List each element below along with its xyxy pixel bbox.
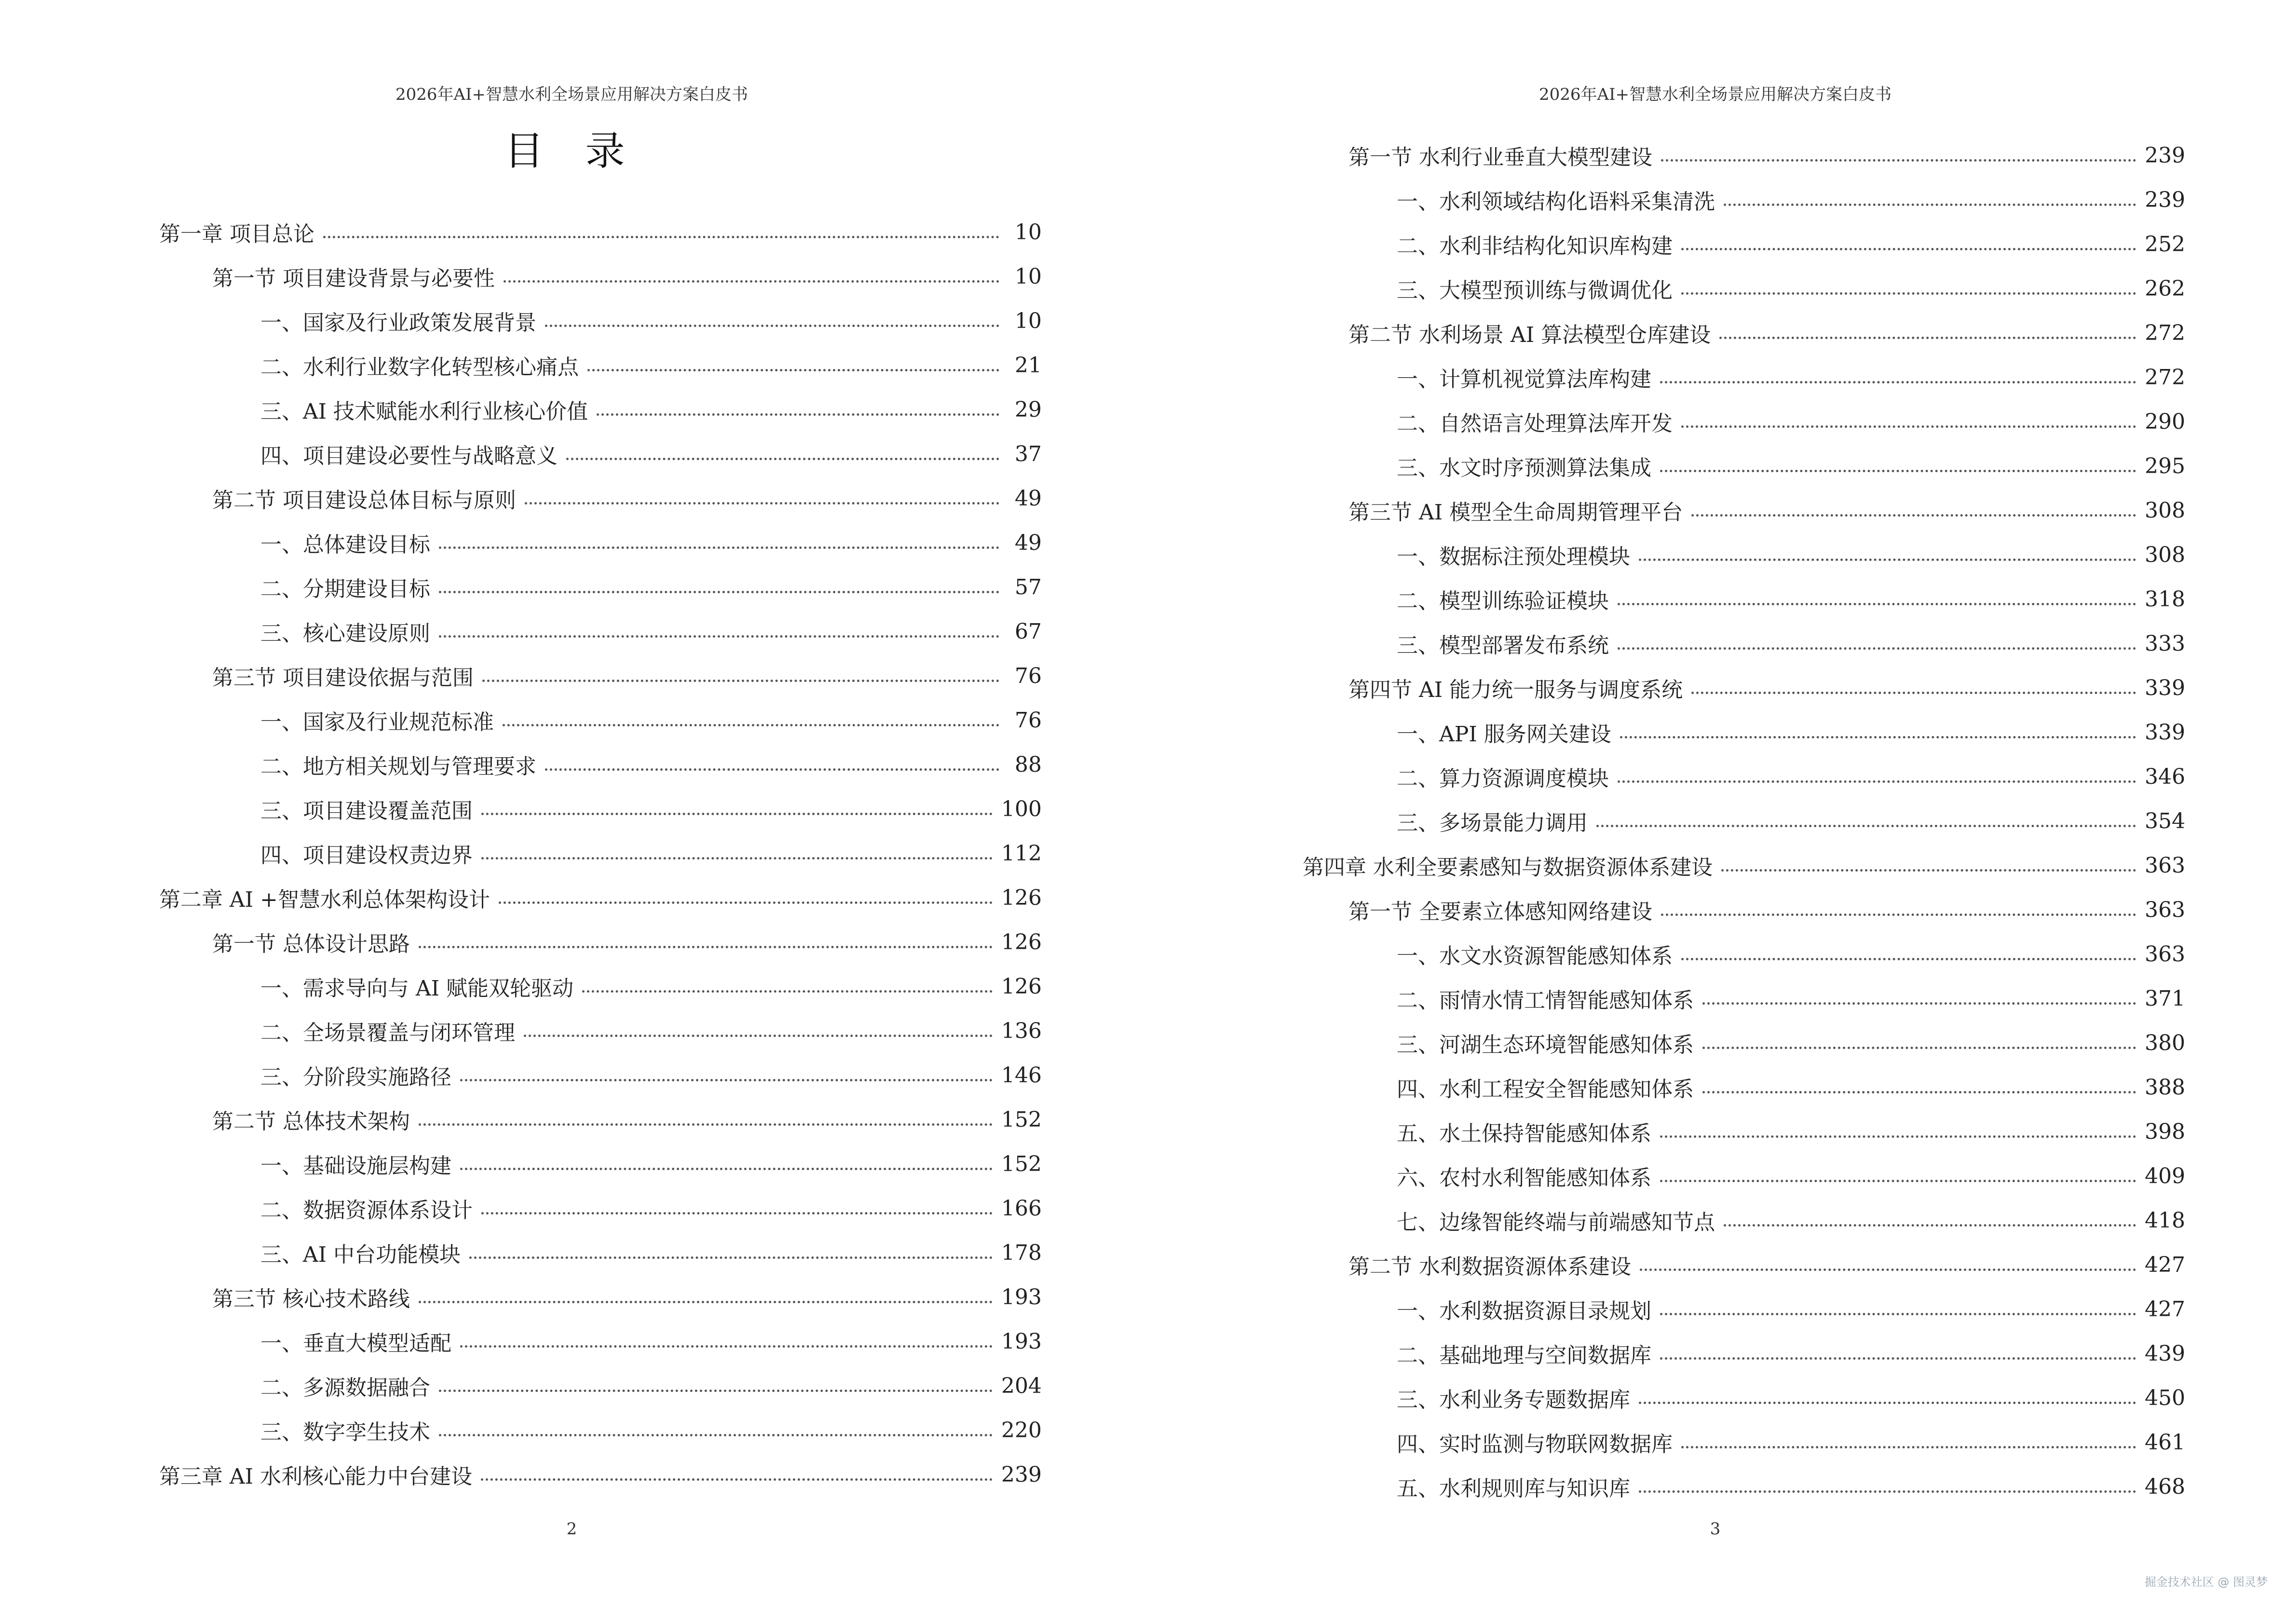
toc-entry[interactable] xyxy=(159,1364,1042,1408)
toc-entry-page: 57 xyxy=(1015,574,1042,600)
running-header: 2026年AI+智慧水利全场景应用解决方案白皮书 xyxy=(1539,85,1892,104)
toc-entry[interactable] xyxy=(159,1142,1042,1186)
toc-entry[interactable] xyxy=(1303,532,2185,577)
toc-entry[interactable] xyxy=(1303,1198,2185,1242)
dot-leader xyxy=(1660,1180,2136,1182)
toc-entry[interactable] xyxy=(159,299,1042,343)
toc-entry[interactable] xyxy=(1303,1287,2185,1331)
dot-leader xyxy=(1660,1135,2136,1138)
toc-entry-label: 第二节 水利数据资源体系建设 xyxy=(1348,1255,1631,1279)
toc-entry-page: 29 xyxy=(1015,397,1042,422)
toc-entry-page: 252 xyxy=(2145,232,2185,257)
dot-leader xyxy=(419,1123,993,1126)
toc-entry-label: 第一章 项目总论 xyxy=(159,222,314,246)
dot-leader xyxy=(1661,159,2136,162)
toc-entry-page: 76 xyxy=(1015,663,1042,688)
toc-entry[interactable] xyxy=(1303,1331,2185,1376)
dot-leader xyxy=(1724,204,2136,206)
toc-entry-label: 一、API 服务网关建设 xyxy=(1397,722,1611,747)
toc-entry-page: 439 xyxy=(2145,1341,2185,1366)
toc-entry-label: 第四节 AI 能力统一服务与调度系统 xyxy=(1348,678,1683,702)
toc-entry[interactable] xyxy=(1303,1154,2185,1198)
toc-entry-label: 第一节 项目建设背景与必要性 xyxy=(212,266,495,291)
toc-entry-page: 363 xyxy=(2145,853,2185,878)
toc-entry-label: 六、农村水利智能感知体系 xyxy=(1397,1166,1651,1190)
toc-entry-page: 10 xyxy=(1015,264,1042,289)
toc-entry-label: 七、边缘智能终端与前端感知节点 xyxy=(1397,1210,1715,1235)
dot-leader xyxy=(1618,780,2136,783)
table-of-contents xyxy=(1303,133,2185,1509)
dot-leader xyxy=(582,990,993,993)
toc-entry[interactable] xyxy=(1303,1376,2185,1420)
toc-entry-page: 76 xyxy=(1015,708,1042,733)
dot-leader xyxy=(439,1434,993,1436)
toc-entry[interactable] xyxy=(1303,1109,2185,1154)
toc-entry[interactable] xyxy=(159,831,1042,875)
toc-entry-page: 126 xyxy=(1001,974,1042,999)
dot-leader xyxy=(439,546,999,549)
toc-entry[interactable] xyxy=(159,1319,1042,1364)
toc-entry-page: 112 xyxy=(1001,841,1042,866)
toc-entry-page: 450 xyxy=(2145,1385,2185,1410)
toc-entry-page: 152 xyxy=(1001,1107,1042,1132)
dot-leader xyxy=(1724,1224,2136,1227)
toc-entry[interactable] xyxy=(1303,843,2185,887)
toc-entry[interactable] xyxy=(1303,311,2185,355)
toc-entry[interactable] xyxy=(1303,666,2185,710)
toc-entry-page: 418 xyxy=(2145,1208,2185,1233)
toc-entry[interactable] xyxy=(159,476,1042,520)
toc-entry-label: 二、雨情水情工情智能感知体系 xyxy=(1397,988,1694,1013)
toc-entry[interactable] xyxy=(159,432,1042,476)
toc-title: 目 录 xyxy=(504,128,640,174)
toc-entry-label: 四、水利工程安全智能感知体系 xyxy=(1397,1077,1694,1102)
toc-entry-page: 363 xyxy=(2145,942,2185,967)
toc-entry-page: 388 xyxy=(2145,1075,2185,1100)
toc-entry-label: 三、核心建设原则 xyxy=(260,621,430,646)
dot-leader xyxy=(1661,914,2136,916)
toc-entry-label: 四、实时监测与物联网数据库 xyxy=(1397,1432,1673,1457)
toc-entry-page: 49 xyxy=(1015,486,1042,511)
toc-entry[interactable] xyxy=(159,964,1042,1009)
dot-leader xyxy=(525,502,999,505)
toc-entry-page: 193 xyxy=(1001,1329,1042,1354)
toc-entry-page: 427 xyxy=(2145,1296,2185,1322)
toc-entry-page: 262 xyxy=(2145,276,2185,301)
dot-leader xyxy=(1640,1269,2136,1271)
toc-entry[interactable] xyxy=(159,787,1042,831)
toc-entry-page: 371 xyxy=(2145,986,2185,1011)
toc-entry-label: 二、多源数据融合 xyxy=(260,1376,430,1400)
dot-leader xyxy=(499,901,993,904)
toc-entry-page: 290 xyxy=(2145,409,2185,434)
dot-leader xyxy=(460,1168,993,1170)
toc-entry-label: 三、河湖生态环境智能感知体系 xyxy=(1397,1033,1694,1057)
toc-entry-label: 二、数据资源体系设计 xyxy=(260,1198,473,1223)
toc-entry-label: 第一节 水利行业垂直大模型建设 xyxy=(1348,145,1652,170)
toc-entry-page: 346 xyxy=(2145,764,2185,789)
dot-leader xyxy=(1639,1490,2136,1493)
dot-leader xyxy=(1681,292,2136,295)
toc-entry-label: 一、基础设施层构建 xyxy=(260,1154,451,1178)
dot-leader xyxy=(481,857,993,860)
dot-leader xyxy=(587,369,999,371)
toc-entry[interactable] xyxy=(159,210,1042,254)
toc-entry[interactable] xyxy=(1303,976,2185,1021)
toc-entry-label: 三、分阶段实施路径 xyxy=(260,1065,451,1090)
dot-leader xyxy=(481,1212,993,1215)
toc-entry-page: 339 xyxy=(2145,675,2185,700)
toc-entry[interactable] xyxy=(159,609,1042,654)
toc-entry-page: 380 xyxy=(2145,1030,2185,1055)
toc-entry-page: 295 xyxy=(2145,453,2185,478)
toc-entry-page: 10 xyxy=(1015,308,1042,333)
toc-entry-label: 第三节 项目建设依据与范围 xyxy=(212,666,474,690)
dot-leader xyxy=(1702,1047,2136,1049)
toc-entry-label: 四、项目建设必要性与战略意义 xyxy=(260,444,558,468)
toc-entry-label: 一、国家及行业规范标准 xyxy=(260,710,494,735)
toc-entry[interactable] xyxy=(1303,222,2185,266)
toc-entry-page: 339 xyxy=(2145,720,2185,745)
toc-entry[interactable] xyxy=(1303,133,2185,177)
toc-entry-label: 二、水利非结构化知识库构建 xyxy=(1397,234,1673,259)
toc-entry[interactable] xyxy=(1303,1420,2185,1464)
toc-entry-label: 四、项目建设权责边界 xyxy=(260,843,473,868)
toc-entry-page: 193 xyxy=(1001,1284,1042,1310)
toc-entry-label: 三、数字孪生技术 xyxy=(260,1420,430,1445)
dot-leader xyxy=(469,1256,993,1259)
toc-entry-label: 一、水利领域结构化语料采集清洗 xyxy=(1397,190,1715,214)
toc-entry-label: 二、地方相关规划与管理要求 xyxy=(260,754,536,779)
dot-leader xyxy=(1639,559,2136,561)
dot-leader xyxy=(439,635,999,638)
toc-entry[interactable] xyxy=(159,1053,1042,1097)
dot-leader xyxy=(481,1478,993,1481)
dot-leader xyxy=(1691,692,2136,694)
dot-leader xyxy=(482,680,999,682)
dot-leader xyxy=(481,813,993,815)
toc-entry-label: 一、水文水资源智能感知体系 xyxy=(1397,944,1673,969)
dot-leader xyxy=(419,1301,993,1303)
toc-entry[interactable] xyxy=(1303,1065,2185,1109)
toc-entry-page: 308 xyxy=(2145,542,2185,567)
dot-leader xyxy=(460,1079,993,1081)
toc-entry-page: 166 xyxy=(1001,1196,1042,1221)
toc-entry-label: 三、AI 技术赋能水利行业核心价值 xyxy=(260,399,588,424)
toc-entry[interactable] xyxy=(159,565,1042,609)
toc-entry-page: 239 xyxy=(2145,143,2185,168)
toc-entry-label: 三、水利业务专题数据库 xyxy=(1397,1388,1630,1412)
toc-entry-label: 第三节 核心技术路线 xyxy=(212,1287,410,1311)
toc-entry-label: 二、基础地理与空间数据库 xyxy=(1397,1343,1651,1368)
toc-entry-label: 第三节 AI 模型全生命周期管理平台 xyxy=(1348,500,1683,525)
toc-entry[interactable] xyxy=(159,343,1042,387)
dot-leader xyxy=(1681,248,2136,250)
right-page xyxy=(1144,0,2287,1624)
dot-leader xyxy=(1681,958,2136,960)
toc-entry[interactable] xyxy=(1303,266,2185,311)
running-header: 2026年AI+智慧水利全场景应用解决方案白皮书 xyxy=(395,85,748,104)
toc-entry-label: 三、多场景能力调用 xyxy=(1397,811,1588,835)
toc-entry-page: 308 xyxy=(2145,498,2185,523)
toc-entry-label: 一、需求导向与 AI 赋能双轮驱动 xyxy=(260,976,574,1001)
dot-leader xyxy=(1596,825,2136,827)
toc-entry-label: 五、水土保持智能感知体系 xyxy=(1397,1121,1651,1146)
toc-entry-label: 二、自然语言处理算法库开发 xyxy=(1397,411,1673,436)
toc-entry[interactable] xyxy=(159,654,1042,698)
toc-entry-page: 363 xyxy=(2145,897,2185,922)
toc-entry[interactable] xyxy=(1303,399,2185,444)
dot-leader xyxy=(503,724,999,726)
toc-entry-page: 146 xyxy=(1001,1063,1042,1088)
page-number: 3 xyxy=(1710,1519,1721,1539)
toc-entry-page: 10 xyxy=(1015,219,1042,245)
toc-entry[interactable] xyxy=(159,742,1042,787)
dot-leader xyxy=(1660,381,2136,383)
toc-entry[interactable] xyxy=(1303,1021,2185,1065)
dot-leader xyxy=(1691,514,2136,517)
toc-entry-label: 二、水利行业数字化转型核心痛点 xyxy=(260,355,579,380)
dot-leader xyxy=(1618,603,2136,605)
dot-leader xyxy=(439,591,999,593)
toc-entry-page: 272 xyxy=(2145,320,2185,345)
toc-entry-page: 37 xyxy=(1015,441,1042,466)
toc-entry-page: 409 xyxy=(2145,1163,2185,1188)
toc-entry[interactable] xyxy=(1303,887,2185,932)
toc-entry-label: 第三章 AI 水利核心能力中台建设 xyxy=(159,1464,473,1489)
toc-entry-label: 一、国家及行业政策发展背景 xyxy=(260,311,536,335)
toc-entry[interactable] xyxy=(159,1452,1042,1497)
dot-leader xyxy=(1721,869,2136,872)
dot-leader xyxy=(1681,1446,2136,1448)
toc-entry-page: 100 xyxy=(1001,796,1042,821)
toc-entry[interactable] xyxy=(159,1097,1042,1142)
toc-entry-page: 220 xyxy=(1001,1418,1042,1443)
toc-entry[interactable] xyxy=(159,1275,1042,1319)
toc-entry[interactable] xyxy=(1303,932,2185,976)
toc-entry-label: 第四章 水利全要素感知与数据资源体系建设 xyxy=(1303,855,1713,880)
toc-entry-label: 二、模型训练验证模块 xyxy=(1397,589,1609,614)
dot-leader xyxy=(1660,1357,2136,1360)
dot-leader xyxy=(1681,425,2136,428)
toc-entry[interactable] xyxy=(1303,577,2185,621)
toc-entry-page: 427 xyxy=(2145,1252,2185,1277)
toc-entry[interactable] xyxy=(159,520,1042,565)
toc-entry-page: 21 xyxy=(1015,353,1042,378)
toc-entry[interactable] xyxy=(159,1186,1042,1230)
toc-entry-label: 三、大模型预训练与微调优化 xyxy=(1397,278,1673,303)
toc-entry-page: 126 xyxy=(1001,885,1042,910)
toc-entry-label: 第一节 总体设计思路 xyxy=(212,932,410,956)
toc-entry[interactable] xyxy=(159,1408,1042,1452)
page-number: 2 xyxy=(566,1519,577,1539)
toc-entry[interactable] xyxy=(159,875,1042,920)
toc-entry[interactable] xyxy=(159,920,1042,964)
toc-entry-label: 一、垂直大模型适配 xyxy=(260,1331,451,1356)
toc-entry[interactable] xyxy=(1303,488,2185,532)
dot-leader xyxy=(1660,1313,2136,1315)
toc-entry[interactable] xyxy=(159,698,1042,742)
toc-entry-page: 152 xyxy=(1001,1151,1042,1176)
dot-leader xyxy=(460,1345,993,1348)
toc-entry[interactable] xyxy=(159,1009,1042,1053)
dot-leader xyxy=(1639,1402,2136,1404)
watermark: 掘金技术社区 @ 图灵梦 xyxy=(2144,1575,2268,1589)
toc-entry-label: 二、算力资源调度模块 xyxy=(1397,766,1609,791)
toc-entry-label: 三、项目建设覆盖范围 xyxy=(260,799,473,823)
toc-entry-label: 一、数据标注预处理模块 xyxy=(1397,545,1630,569)
toc-entry-label: 三、模型部署发布系统 xyxy=(1397,633,1609,658)
toc-entry[interactable] xyxy=(1303,1464,2185,1509)
toc-entry-page: 239 xyxy=(1001,1462,1042,1487)
toc-entry-label: 二、分期建设目标 xyxy=(260,577,430,601)
toc-entry-page: 178 xyxy=(1001,1240,1042,1265)
toc-entry[interactable] xyxy=(1303,177,2185,222)
toc-entry-label: 三、AI 中台功能模块 xyxy=(260,1242,461,1267)
dot-leader xyxy=(419,946,993,948)
toc-entry-label: 第二章 AI +智慧水利总体架构设计 xyxy=(159,887,490,912)
toc-entry-page: 239 xyxy=(2145,187,2185,212)
toc-entry-label: 第二节 水利场景 AI 算法模型仓库建设 xyxy=(1348,323,1711,347)
dot-leader xyxy=(1702,1091,2136,1093)
dot-leader xyxy=(323,236,999,238)
dot-leader xyxy=(439,1390,993,1392)
dot-leader xyxy=(566,458,999,460)
toc-entry-label: 三、水文时序预测算法集成 xyxy=(1397,456,1651,480)
toc-entry[interactable] xyxy=(1303,444,2185,488)
toc-entry[interactable] xyxy=(159,254,1042,299)
toc-entry[interactable] xyxy=(1303,355,2185,399)
toc-entry-page: 333 xyxy=(2145,631,2185,656)
toc-entry-page: 272 xyxy=(2145,365,2185,390)
toc-entry-label: 一、计算机视觉算法库构建 xyxy=(1397,367,1651,392)
toc-entry-label: 第二节 总体技术架构 xyxy=(212,1109,410,1134)
toc-entry[interactable] xyxy=(1303,1242,2185,1287)
toc-entry-label: 第二节 项目建设总体目标与原则 xyxy=(212,488,516,513)
toc-entry[interactable] xyxy=(1303,754,2185,799)
toc-entry-page: 354 xyxy=(2145,808,2185,833)
dot-leader xyxy=(504,280,999,283)
table-of-contents xyxy=(159,210,1042,1497)
toc-entry-label: 二、全场景覆盖与闭环管理 xyxy=(260,1021,515,1045)
toc-entry-page: 461 xyxy=(2145,1430,2185,1455)
toc-entry-page: 49 xyxy=(1015,530,1042,555)
toc-entry-page: 204 xyxy=(1001,1373,1042,1398)
toc-entry-label: 第一节 全要素立体感知网络建设 xyxy=(1348,900,1652,924)
dot-leader xyxy=(597,413,999,416)
toc-entry-label: 一、水利数据资源目录规划 xyxy=(1397,1299,1651,1324)
toc-entry-page: 126 xyxy=(1001,929,1042,955)
toc-entry-page: 88 xyxy=(1015,752,1042,777)
toc-entry[interactable] xyxy=(159,387,1042,432)
dot-leader xyxy=(545,768,999,771)
toc-entry-page: 468 xyxy=(2145,1474,2185,1499)
toc-entry-page: 67 xyxy=(1015,619,1042,644)
dot-leader xyxy=(1719,337,2136,339)
dot-leader xyxy=(524,1035,993,1037)
toc-entry-page: 318 xyxy=(2145,587,2185,612)
dot-leader xyxy=(1620,736,2136,738)
toc-entry-page: 136 xyxy=(1001,1018,1042,1043)
toc-entry[interactable] xyxy=(1303,621,2185,666)
toc-entry-page: 398 xyxy=(2145,1119,2185,1144)
toc-entry-label: 一、总体建设目标 xyxy=(260,532,430,557)
toc-entry[interactable] xyxy=(1303,710,2185,754)
toc-entry[interactable] xyxy=(1303,799,2185,843)
dot-leader xyxy=(1618,647,2136,650)
dot-leader xyxy=(1660,470,2136,472)
dot-leader xyxy=(545,325,999,327)
toc-entry-label: 五、水利规则库与知识库 xyxy=(1397,1476,1630,1501)
toc-entry[interactable] xyxy=(159,1230,1042,1275)
dot-leader xyxy=(1702,1002,2136,1005)
